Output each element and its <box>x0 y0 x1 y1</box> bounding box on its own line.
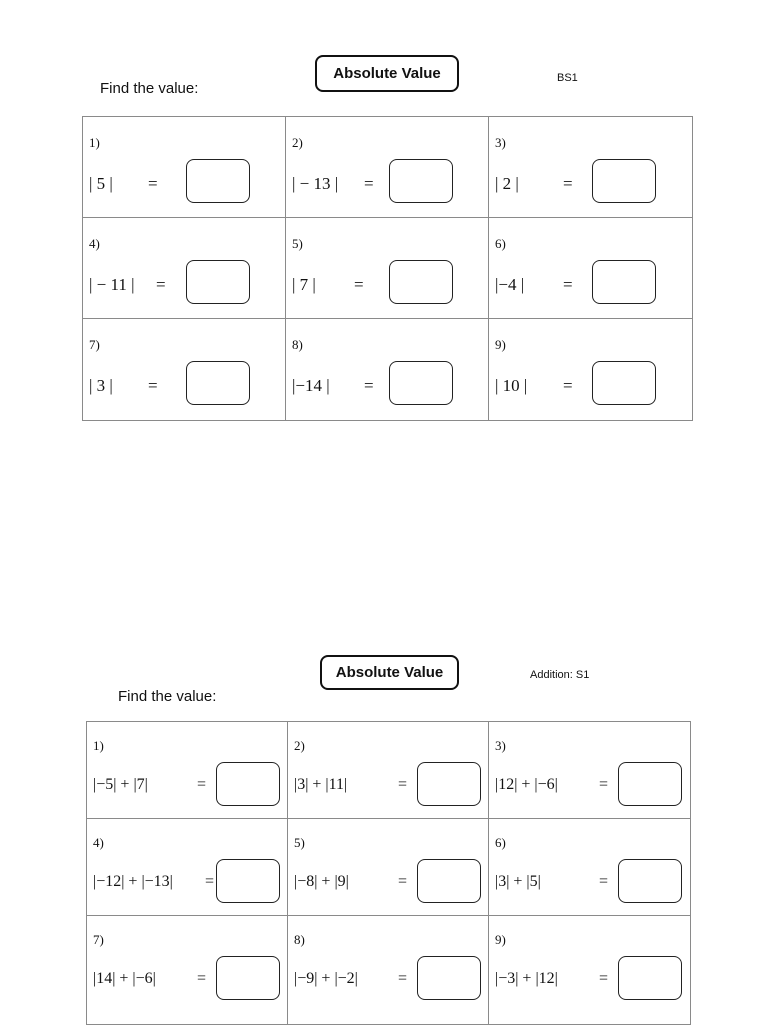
answer-box[interactable] <box>592 159 656 203</box>
problem-number: 6) <box>495 236 506 251</box>
problem-cell <box>288 819 489 916</box>
problem-cell <box>87 819 288 916</box>
problem-expression: |−14 | <box>292 376 330 395</box>
problem-number: 7) <box>89 337 100 352</box>
problem-expression: |3| + |5| <box>495 873 541 890</box>
answer-box[interactable] <box>216 859 280 903</box>
problem-expression: | 5 | <box>89 174 113 193</box>
equals-sign: = <box>364 376 374 395</box>
problem-number: 9) <box>495 337 506 352</box>
problem-cell <box>288 916 489 1025</box>
answer-box[interactable] <box>389 260 453 304</box>
equals-sign: = <box>599 776 609 793</box>
equals-sign: = <box>599 970 609 987</box>
answer-box[interactable] <box>417 956 481 1000</box>
equals-sign: = <box>197 776 207 793</box>
problem-number: 8) <box>294 932 305 947</box>
problem-expression: |−9| + |−2| <box>294 970 358 987</box>
answer-box[interactable] <box>389 159 453 203</box>
problem-number: 8) <box>292 337 303 352</box>
equals-sign: = <box>156 275 166 294</box>
problem-expression: |−5| + |7| <box>93 776 148 793</box>
problem-expression: | 3 | <box>89 376 113 395</box>
answer-box[interactable] <box>592 361 656 405</box>
worksheet-title: Absolute Value <box>315 55 459 92</box>
equals-sign: = <box>599 873 609 890</box>
problem-expression: | 7 | <box>292 275 316 294</box>
equals-sign: = <box>398 970 408 987</box>
problem-expression: | 10 | <box>495 376 528 395</box>
problem-number: 5) <box>292 236 303 251</box>
answer-box[interactable] <box>618 762 682 806</box>
answer-box[interactable] <box>216 956 280 1000</box>
problem-expression: |3| + |11| <box>294 776 348 793</box>
problem-number: 2) <box>292 135 303 150</box>
worksheet-addition-s1 <box>0 600 768 1024</box>
answer-box[interactable] <box>186 260 250 304</box>
answer-box[interactable] <box>417 859 481 903</box>
problem-cell <box>87 916 288 1025</box>
problem-cell <box>288 722 489 819</box>
problem-expression: | − 13 | <box>292 174 339 193</box>
problem-number: 1) <box>93 738 104 753</box>
problem-grid <box>86 721 691 1025</box>
equals-sign: = <box>364 174 374 193</box>
answer-box[interactable] <box>618 956 682 1000</box>
equals-sign: = <box>197 970 207 987</box>
problem-number: 4) <box>93 835 104 850</box>
equals-sign: = <box>398 776 408 793</box>
problem-expression: |−8| + |9| <box>294 873 349 890</box>
problem-number: 1) <box>89 135 100 150</box>
equals-sign: = <box>563 174 573 193</box>
problem-cell <box>489 916 691 1025</box>
equals-sign: = <box>563 376 573 395</box>
problem-cell <box>83 117 286 218</box>
problem-number: 2) <box>294 738 305 753</box>
answer-box[interactable] <box>186 361 250 405</box>
equals-sign: = <box>398 873 408 890</box>
problem-cell <box>489 117 693 218</box>
instruction-label: Find the value: <box>100 80 199 97</box>
answer-box[interactable] <box>186 159 250 203</box>
problem-cell <box>489 319 693 421</box>
problem-cell <box>83 218 286 319</box>
problem-cell <box>286 319 489 421</box>
worksheet-code: BS1 <box>557 72 578 84</box>
problem-cell <box>83 319 286 421</box>
equals-sign: = <box>563 275 573 294</box>
problem-expression: | − 11 | <box>89 275 135 294</box>
problem-grid <box>82 116 693 421</box>
worksheet-bs1 <box>0 0 768 440</box>
instruction-label: Find the value: <box>118 688 217 705</box>
problem-number: 5) <box>294 835 305 850</box>
equals-sign: = <box>148 174 158 193</box>
problem-expression: |−12| + |−13| <box>93 873 173 890</box>
worksheet-title: Absolute Value <box>320 655 459 690</box>
problem-number: 6) <box>495 835 506 850</box>
problem-cell <box>286 218 489 319</box>
equals-sign: = <box>354 275 364 294</box>
problem-expression: |−3| + |12| <box>495 970 558 987</box>
problem-number: 3) <box>495 738 506 753</box>
answer-box[interactable] <box>592 260 656 304</box>
problem-expression: |14| + |−6| <box>93 970 156 987</box>
problem-number: 9) <box>495 932 506 947</box>
problem-number: 7) <box>93 932 104 947</box>
answer-box[interactable] <box>216 762 280 806</box>
equals-sign: = <box>148 376 158 395</box>
problem-cell <box>489 218 693 319</box>
answer-box[interactable] <box>389 361 453 405</box>
answer-box[interactable] <box>417 762 481 806</box>
problem-number: 3) <box>495 135 506 150</box>
problem-expression: | 2 | <box>495 174 519 193</box>
problem-number: 4) <box>89 236 100 251</box>
problem-cell <box>489 722 691 819</box>
equals-sign: = <box>205 873 215 890</box>
answer-box[interactable] <box>618 859 682 903</box>
problem-cell <box>489 819 691 916</box>
problem-expression: |12| + |−6| <box>495 776 558 793</box>
problem-cell <box>286 117 489 218</box>
worksheet-code: Addition: S1 <box>530 669 590 681</box>
problem-cell <box>87 722 288 819</box>
problem-expression: |−4 | <box>495 275 525 294</box>
